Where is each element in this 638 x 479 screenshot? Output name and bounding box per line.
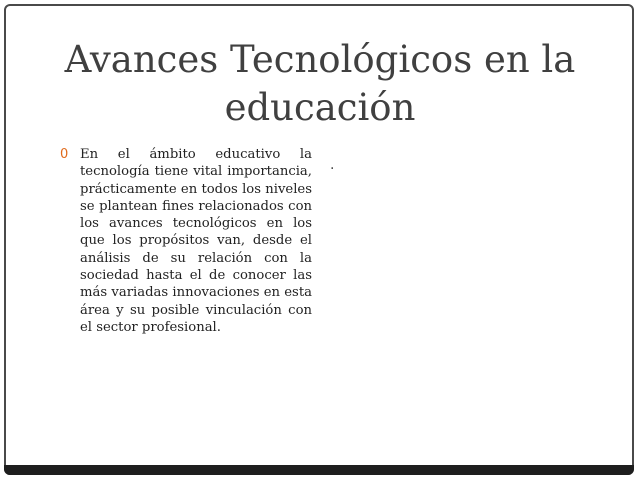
bullet-text: En el ámbito educativo la tecnología tiene vital importancia, prácticamente en todos los niveles se plantean fines relacionados con los avances tecnológicos en los que los propósitos van, desde el análisis de su relación con la sociedad hasta el de conocer las más variadas innovaciones en esta área y su posible vinculación con el sector profesional. <box>80 147 312 335</box>
bullet-item <box>56 146 312 336</box>
right-content-placeholder: . <box>330 157 335 173</box>
slide-title: Avances Tecnológicos en la educación <box>64 38 576 129</box>
left-content-placeholder <box>56 146 312 336</box>
slide-bottom-bar <box>4 465 634 475</box>
bullet-marker: 0 <box>60 147 69 162</box>
